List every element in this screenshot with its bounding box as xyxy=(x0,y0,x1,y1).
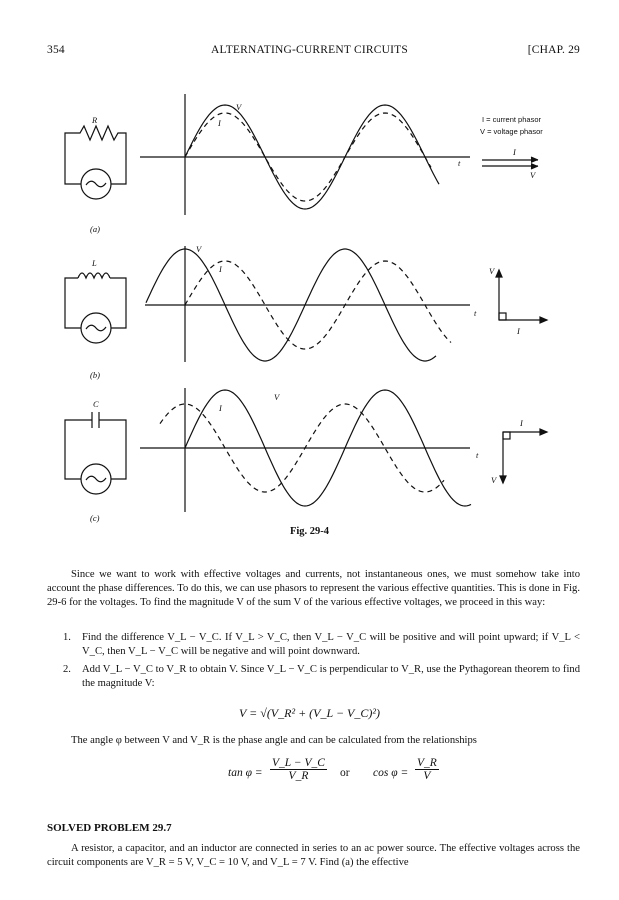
tan-denominator: V_R xyxy=(288,770,309,782)
phasor-diagram-b xyxy=(496,270,547,323)
list-number-1: 1. xyxy=(63,632,71,643)
waveform-axes xyxy=(140,94,470,512)
inductor-circuit-b xyxy=(65,273,126,343)
panel-label-a: (a) xyxy=(90,224,100,234)
phasor-label-v-b: V xyxy=(489,266,495,276)
list-text-1: Find the difference V_L − V_C. If V_L > V_C, then V_L − V_C will be positive and will point upward; if V_L < V_C, then V_L − V_C will be negative and will point downward. xyxy=(82,632,580,658)
list-text-2: Add V_L − V_C to V_R to obtain V. Since V_L − V_C is perpendicular to V_R, use the Pythagorean theorem to find the magnitude V: xyxy=(82,664,580,690)
label-l: L xyxy=(92,258,97,268)
wave-label-i-c: I xyxy=(219,403,222,413)
wave-label-v-c: V xyxy=(274,392,280,402)
panel-label-c: (c) xyxy=(90,513,100,523)
phasor-label-v-c: V xyxy=(491,475,497,485)
legend-voltage: V = voltage phasor xyxy=(480,127,543,136)
wave-label-i-a: I xyxy=(218,118,221,128)
phasor-diagram-a xyxy=(482,157,538,169)
cos-lhs: cos φ = xyxy=(373,767,409,779)
paragraph-intro: Since we want to work with effective voltages and currents, not instantaneous ones, we must somehow take into account the phase differences. To do this, we can use phasors to represent the various effective quantities. This is done in Fig. 29-6 for the voltages. To find the magnitude V of the sum V of the various effective voltages, we proceed in this way: xyxy=(47,569,580,609)
time-label-b: t xyxy=(474,308,477,318)
resistor-circuit-a xyxy=(65,126,126,199)
equation-pythagorean: V = √(V_R² + (V_L − V_C)²) xyxy=(239,706,380,720)
tan-lhs: tan φ = xyxy=(228,767,263,779)
time-label-a: t xyxy=(458,158,461,168)
list-item-2 xyxy=(63,663,580,691)
figure-caption: Fig. 29-4 xyxy=(289,526,330,537)
tan-fraction xyxy=(270,757,327,782)
list-item-1 xyxy=(63,631,580,659)
label-r: R xyxy=(92,115,98,125)
page-number: 354 xyxy=(47,44,65,56)
solved-problem-heading: SOLVED PROBLEM 29.7 xyxy=(47,822,172,834)
paragraph-problem: A resistor, a capacitor, and an inductor are connected in series to an ac power source. The effective voltages across the circuit components are V_R = 5 V, V_C = 10 V, and V_L = 7 V. Find (a) the effective xyxy=(47,843,580,869)
cos-numerator: V_R xyxy=(417,757,437,769)
paragraph-phase-angle: The angle φ between V and V_R is the phase angle and can be calculated from the relationships xyxy=(71,735,477,746)
wave-label-v-b: V xyxy=(196,244,202,254)
wave-label-v-a: V xyxy=(236,102,242,112)
phasor-label-v-a: V xyxy=(530,170,536,180)
phasor-label-i-b: I xyxy=(517,326,520,336)
time-label-c: t xyxy=(476,450,479,460)
capacitor-circuit-c xyxy=(65,412,126,494)
cos-fraction xyxy=(415,757,439,782)
or-word: or xyxy=(340,767,350,779)
panel-label-b: (b) xyxy=(90,370,100,380)
legend-current: I = current phasor xyxy=(482,115,541,124)
list-number-2: 2. xyxy=(63,664,71,675)
wave-label-i-b: I xyxy=(219,264,222,274)
running-title: ALTERNATING-CURRENT CIRCUITS xyxy=(211,44,408,56)
chapter-label: [CHAP. 29 xyxy=(527,44,580,56)
phasor-label-i-a: I xyxy=(513,147,516,157)
phasor-label-i-c: I xyxy=(520,418,523,428)
cos-denominator: V xyxy=(423,770,431,782)
label-c: C xyxy=(93,399,99,409)
tan-numerator: V_L − V_C xyxy=(272,757,325,769)
phasor-diagram-c xyxy=(500,429,547,483)
